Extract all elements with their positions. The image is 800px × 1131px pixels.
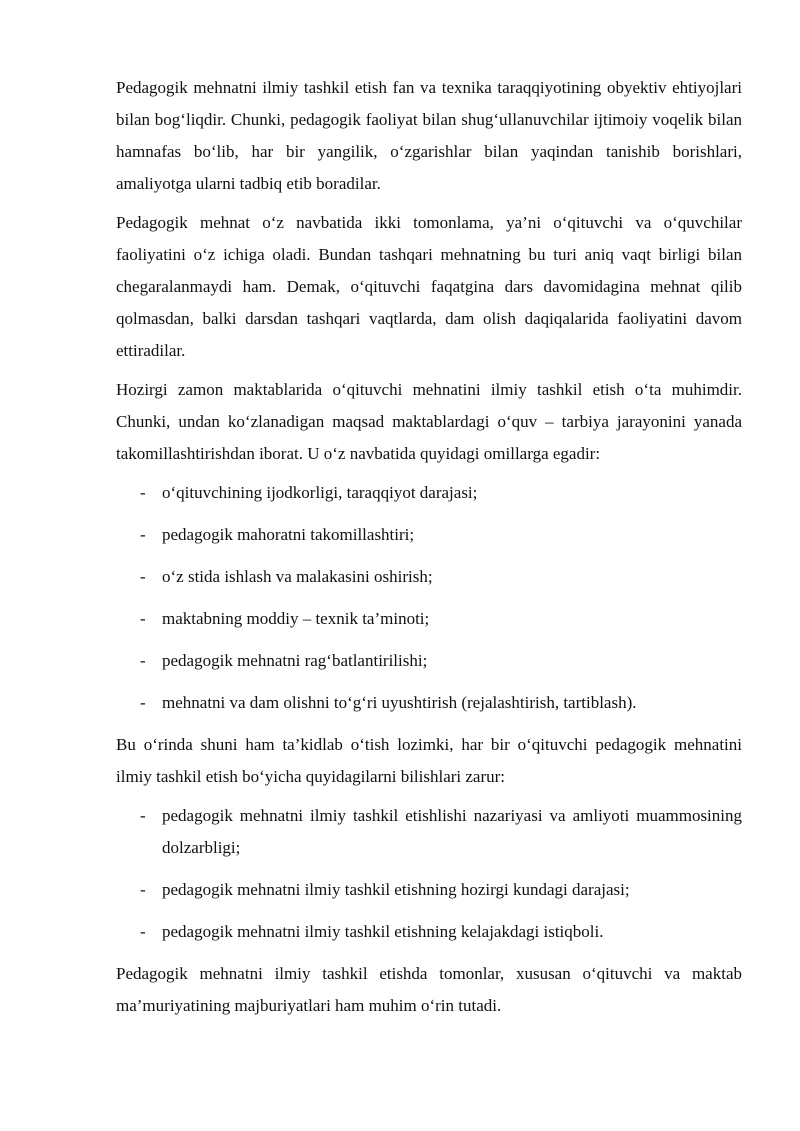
bullet-dash: - <box>140 806 146 825</box>
list-item <box>116 477 742 509</box>
paragraph-4: Bu o‘rinda shuni ham ta’kidlab o‘tish lozimki, har bir o‘qituvchi pedagogik mehnatini ilmiy tashkil etish bo‘yicha quyidagilarni bilishlari zarur: <box>116 735 742 786</box>
bullet-dash: - <box>140 880 146 899</box>
list-item <box>116 800 742 864</box>
list-item <box>116 519 742 551</box>
bullet-dash: - <box>140 651 146 670</box>
bullet-dash: - <box>140 609 146 628</box>
list-item <box>116 687 742 719</box>
paragraph-3: Hozirgi zamon maktablarida o‘qituvchi mehnatini ilmiy tashkil etish o‘ta muhimdir. Chunki, undan ko‘zlanadigan maqsad maktablardagi o‘quv – tarbiya jarayonini yanada takomillashtirishdan iborat. U o‘z navbatida quyidagi omillarga egadir: <box>116 380 742 463</box>
bullet-dash: - <box>140 525 146 544</box>
bullet-dash: - <box>140 922 146 941</box>
bullet-dash: - <box>140 483 146 502</box>
list-item <box>116 874 742 906</box>
list-item <box>116 561 742 593</box>
list-item <box>116 603 742 635</box>
document-page <box>116 72 742 1029</box>
factors-list <box>116 477 742 719</box>
list-item-text: pedagogik mahoratni takomillashtiri; <box>162 525 415 544</box>
list-item-text: o‘z stida ishlash va malakasini oshirish; <box>162 567 433 586</box>
list-item-text: pedagogik mehnatni ilmiy tashkil etishning hozirgi kundagi darajasi; <box>162 880 630 899</box>
list-item-text: maktabning moddiy – texnik ta’minoti; <box>162 609 430 628</box>
bullet-dash: - <box>140 693 146 712</box>
list-item <box>116 916 742 948</box>
paragraph-5: Pedagogik mehnatni ilmiy tashkil etishda tomonlar, xususan o‘qituvchi va maktab ma’muriyatining majburiyatlari ham muhim o‘rin tutadi. <box>116 964 742 1015</box>
knowledge-list <box>116 800 742 948</box>
list-item-text: mehnatni va dam olishni to‘g‘ri uyushtirish (rejalashtirish, tartiblash). <box>162 693 637 712</box>
paragraph-1: Pedagogik mehnatni ilmiy tashkil etish fan va texnika taraqqiyotining obyektiv ehtiyojlari bilan bog‘liqdir. Chunki, pedagogik faoliyat bilan shug‘ullanuvchilar ijtimoiy voqelik bilan hamnafas bo‘lib, har bir yangilik, o‘zgarishlar bilan yaqindan tanishib borishlari, amaliyotga ularni tadbiq etib boradilar. <box>116 78 742 193</box>
list-item <box>116 645 742 677</box>
paragraph-2: Pedagogik mehnat o‘z navbatida ikki tomonlama, ya’ni o‘qituvchi va o‘quvchilar faoliyatini o‘z ichiga oladi. Bundan tashqari mehnatning bu turi aniq vaqt birligi bilan chegaralanmaydi ham. Demak, o‘qituvchi faqatgina dars davomidagina mehnat qilib qolmasdan, balki darsdan tashqari vaqtlarda, dam olish daqiqalarida faoliyatini davom ettiradilar. <box>116 213 742 360</box>
list-item-text: pedagogik mehnatni rag‘batlantirilishi; <box>162 651 428 670</box>
list-item-text: pedagogik mehnatni ilmiy tashkil etishlishi nazariyasi va amliyoti muammosining dolzarbligi; <box>162 806 742 857</box>
bullet-dash: - <box>140 567 146 586</box>
list-item-text: o‘qituvchining ijodkorligi, taraqqiyot darajasi; <box>162 483 478 502</box>
list-item-text: pedagogik mehnatni ilmiy tashkil etishning kelajakdagi istiqboli. <box>162 922 604 941</box>
